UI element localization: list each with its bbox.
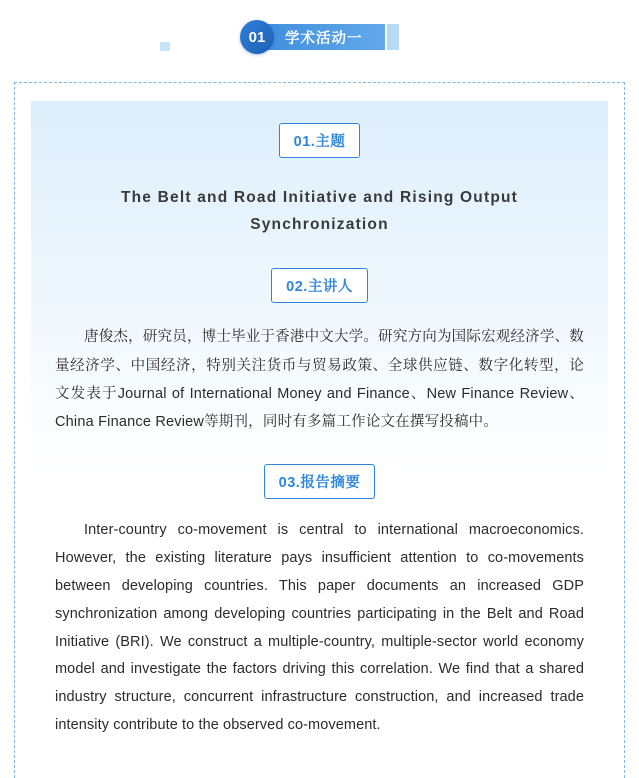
activity-number: 01 bbox=[240, 20, 274, 54]
topic-chip: 01.主题 bbox=[279, 123, 361, 158]
activity-badge bbox=[240, 20, 399, 54]
topic-chip-row bbox=[53, 123, 586, 158]
badge-square-decoration bbox=[160, 42, 170, 51]
abstract-text: Inter-country co-movement is central to international macroeconomics. However, the existing literature pays insufficient attention to co-movements between developing countries. This paper documents an increased GDP synchronization among developing countries participating in the Belt and Road Initiative (BRI). We construct a multiple-country, multiple-sector world economy model and investigate the factors driving this correlation. We find that a shared industry structure, concurrent infrastructure construction, and increased trade intensity contribute to the observed co-movement. bbox=[55, 522, 584, 734]
activity-card-inner bbox=[31, 101, 608, 778]
abstract-chip-row bbox=[53, 464, 586, 499]
badge-tail-decoration bbox=[387, 24, 399, 50]
activity-label: 学术活动一 bbox=[259, 24, 385, 50]
speaker-chip-row bbox=[53, 268, 586, 303]
abstract-chip: 03.报告摘要 bbox=[264, 464, 376, 499]
speaker-chip: 02.主讲人 bbox=[271, 268, 368, 303]
activity-card bbox=[14, 82, 625, 778]
talk-title: The Belt and Road Initiative and Rising Output Synchronization bbox=[120, 189, 519, 234]
speaker-bio: 唐俊杰，研究员，博士毕业于香港中文大学。研究方向为国际宏观经济学、数量经济学、中国经济，特别关注货币与贸易政策、全球供应链、数字化转型，论文发表于Journal of International Money and Finance、New Finance Review、China Finance Review等期刊，同时有多篇工作论文在撰写投稿中。 bbox=[55, 329, 584, 431]
section-header bbox=[0, 0, 639, 72]
